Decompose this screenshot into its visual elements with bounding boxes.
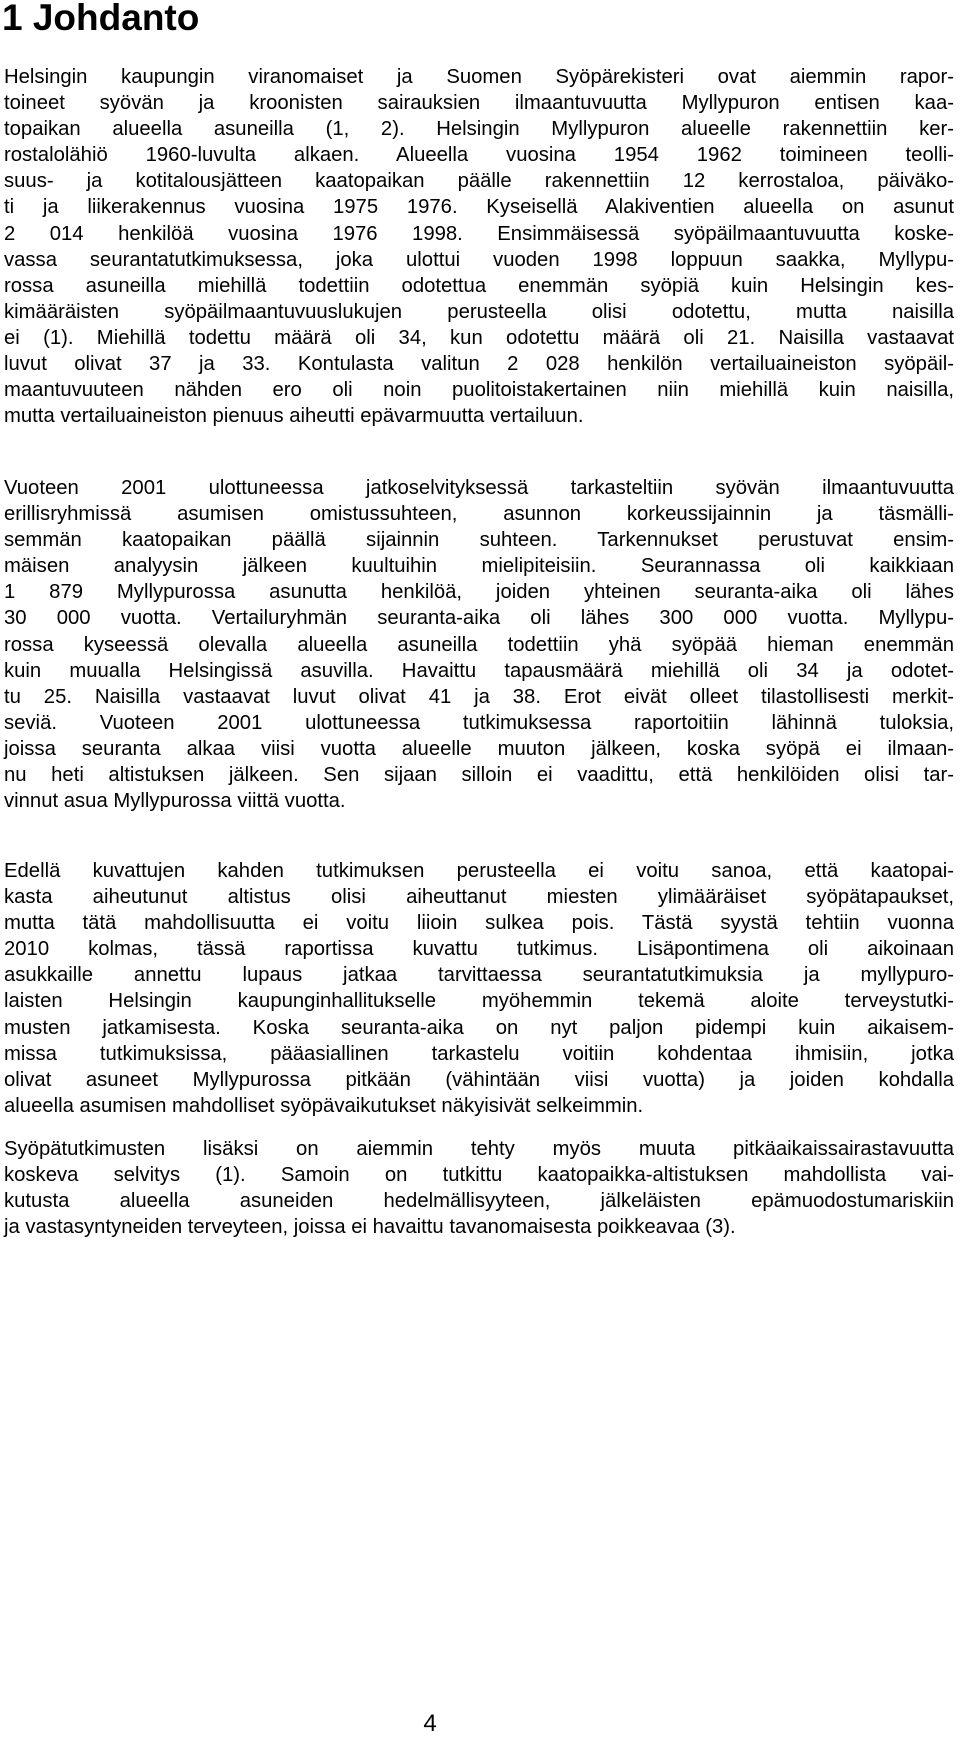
- text-line: mäisen analyysin jälkeen kuultuihin mielipiteisiin. Seurannassa oli kaikkiaan: [4, 555, 954, 578]
- text-line: ti ja liikerakennus vuosina 1975 1976. Kyseisellä Alakiventien alueella on asunut: [4, 196, 954, 219]
- text-line: kasta aiheutunut altistus olisi aiheuttanut miesten ylimääräiset syöpätapaukset,: [4, 886, 954, 909]
- text-line: kimääräisten syöpäilmaantuvuuslukujen perusteella olisi odotettu, mutta naisilla: [4, 300, 954, 323]
- text-line: ja vastasyntyneiden terveyteen, joissa ei havaittu tavanomaisesta poikkeavaa (3).: [4, 1216, 736, 1239]
- paragraph-3: [4, 858, 954, 1119]
- text-line: Edellä kuvattujen kahden tutkimuksen perusteella ei voitu sanoa, että kaatopai-: [4, 860, 954, 882]
- text-line: vassa seurantatutkimuksessa, joka ulottui vuoden 1998 loppuun saakka, Myllypu-: [4, 248, 954, 271]
- text-line: suus- ja kotitalousjätteen kaatopaikan päälle rakennettiin 12 kerrostaloa, päiväko-: [4, 170, 954, 193]
- text-line: luvut olivat 37 ja 33. Kontulasta valitun 2 028 henkilön vertailuaineiston syöpäil-: [4, 353, 954, 376]
- text-line: koskeva selvitys (1). Samoin on tutkittu kaatopaikka-altistuksen mahdollista vai-: [4, 1164, 954, 1187]
- text-line: Helsingin kaupungin viranomaiset ja Suomen Syöpärekisteri ovat aiemmin rapor-: [4, 66, 954, 88]
- text-line: seviä. Vuoteen 2001 ulottuneessa tutkimuksessa raportoitiin lähinnä tuloksia,: [4, 711, 954, 734]
- text-line: tu 25. Naisilla vastaavat luvut olivat 41 ja 38. Erot eivät olleet tilastollisesti merkit-: [4, 685, 954, 708]
- text-line: rostalolähiö 1960-luvulta alkaen. Alueella vuosina 1954 1962 toimineen teolli-: [4, 144, 954, 167]
- text-line: 30 000 vuotta. Vertailuryhmän seuranta-aika oli lähes 300 000 vuotta. Myllypu-: [4, 607, 954, 630]
- paragraph-1: [4, 64, 954, 429]
- text-line: 2010 kolmas, tässä raportissa kuvattu tutkimus. Lisäpontimena oli aikoinaan: [4, 938, 954, 961]
- text-line: topaikan alueella asuneilla (1, 2). Helsingin Myllypuron alueelle rakennettiin ker-: [4, 118, 954, 141]
- text-line: erillisryhmissä asumisen omistussuhteen, asunnon korkeussijainnin ja täsmälli-: [4, 503, 954, 526]
- text-line: mutta tätä mahdollisuutta ei voitu liioin sulkea pois. Tästä syystä tehtiin vuonna: [4, 912, 954, 935]
- text-line: Vuoteen 2001 ulottuneessa jatkoselvityksessä tarkasteltiin syövän ilmaantuvuutta: [4, 477, 954, 499]
- text-line: missa tutkimuksissa, pääasiallinen tarkastelu voitiin kohdentaa ihmisiin, jotka: [4, 1042, 954, 1065]
- text-line: nu heti altistuksen jälkeen. Sen sijaan silloin ei vaadittu, että henkilöiden olisi tar-: [4, 764, 954, 787]
- text-line: 1 879 Myllypurossa asunutta henkilöä, joiden yhteinen seuranta-aika oli lähes: [4, 581, 954, 604]
- text-line: alueella asumisen mahdolliset syöpävaikutukset näkyisivät selkeimmin.: [4, 1094, 644, 1117]
- text-line: Syöpätutkimusten lisäksi on aiemmin tehty myös muuta pitkäaikaissairastavuutta: [4, 1138, 954, 1160]
- text-line: rossa asuneilla miehillä todettiin odotettua enemmän syöpiä kuin Helsingin kes-: [4, 274, 954, 297]
- text-line: asukkaille annettu lupaus jatkaa tarvittaessa seurantatutkimuksia ja myllypuro-: [4, 964, 954, 987]
- text-line: maantuvuuteen nähden ero oli noin puolitoistakertainen niin miehillä kuin naisilla,: [4, 379, 954, 402]
- text-line: vinnut asua Myllypurossa viittä vuotta.: [4, 790, 346, 813]
- text-line: kuin muualla Helsingissä asuvilla. Havaittu tapausmäärä miehillä oli 34 ja odotet-: [4, 659, 954, 682]
- chapter-heading: 1 Johdanto: [2, 0, 200, 38]
- text-line: ei (1). Miehillä todettu määrä oli 34, kun odotettu määrä oli 21. Naisilla vastaavat: [4, 326, 954, 349]
- text-line: musten jatkamisesta. Koska seuranta-aika on nyt paljon pidempi kuin aikaisem-: [4, 1016, 954, 1039]
- text-line: olivat asuneet Myllypurossa pitkään (vähintään viisi vuotta) ja joiden kohdalla: [4, 1068, 954, 1091]
- text-line: joissa seuranta alkaa viisi vuotta alueelle muuton jälkeen, koska syöpä ei ilmaan-: [4, 737, 954, 760]
- page-number: 4: [423, 1710, 437, 1737]
- text-line: semmän kaatopaikan päällä sijainnin suhteen. Tarkennukset perustuvat ensim-: [4, 529, 954, 552]
- paragraph-2: [4, 475, 954, 814]
- text-line: rossa kyseessä olevalla alueella asuneilla todettiin yhä syöpää hieman enemmän: [4, 633, 954, 656]
- text-line: laisten Helsingin kaupunginhallitukselle myöhemmin tekemä aloite terveystutki-: [4, 990, 954, 1013]
- text-line: 2 014 henkilöä vuosina 1976 1998. Ensimmäisessä syöpäilmaantuvuutta koske-: [4, 222, 954, 245]
- paragraph-4: [4, 1136, 954, 1240]
- text-line: mutta vertailuaineiston pienuus aiheutti epävarmuutta vertailuun.: [4, 405, 584, 428]
- text-line: toineet syövän ja kroonisten sairauksien ilmaantuvuutta Myllypuron entisen kaa-: [4, 92, 954, 115]
- text-line: kutusta alueella asuneiden hedelmällisyyteen, jälkeläisten epämuodostumariskiin: [4, 1190, 954, 1213]
